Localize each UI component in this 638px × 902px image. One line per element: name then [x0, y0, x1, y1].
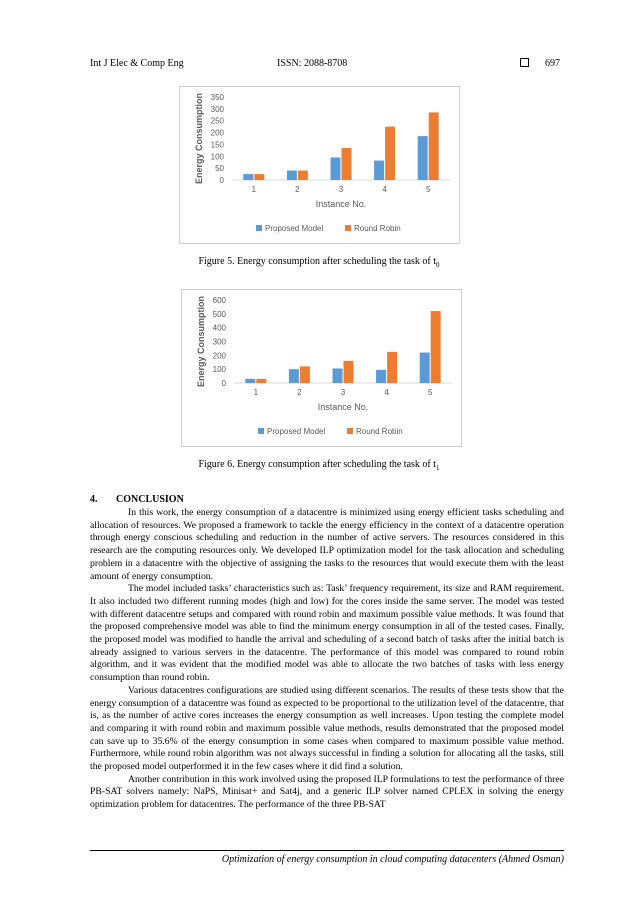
bar-round-robin [298, 171, 308, 180]
running-footer: Optimization of energy consumption in cloud computing datacenters (Ahmed Osman) [221, 854, 564, 865]
x-tick-label: 3 [338, 185, 344, 194]
bar-proposed-model [418, 136, 428, 180]
issn: ISSN: 2088-8708 [277, 58, 348, 69]
bar-round-robin [387, 352, 397, 383]
bar-proposed-model [376, 370, 386, 383]
square-bullet-icon [520, 58, 529, 67]
x-axis-label: Instance No. [317, 402, 369, 412]
bar-proposed-model [374, 161, 384, 180]
bar-proposed-model [333, 368, 343, 383]
figure-5-caption: Figure 5. Energy consumption after scheduling the task of $t_0$ [198, 256, 440, 269]
bar-proposed-model [245, 379, 255, 383]
bar-round-robin [385, 127, 395, 180]
y-tick-label: 300 [212, 337, 226, 347]
x-axis-label: Instance No. [315, 199, 367, 209]
y-tick-label: 0 [219, 176, 224, 185]
y-axis-label: Energy Consumption [196, 295, 206, 388]
figure-5-svg [180, 87, 459, 243]
y-tick-label: 600 [212, 296, 226, 305]
legend-swatch [345, 225, 351, 231]
bar-proposed-model [331, 157, 341, 180]
bar-round-robin [429, 112, 439, 180]
legend-swatch [347, 428, 353, 434]
section-heading [90, 494, 184, 505]
figure-6-caption: Figure 6. Energy consumption after scheduling the task of $t_1$ [198, 459, 440, 472]
y-tick-label: 350 [210, 93, 224, 102]
legend-swatch [258, 428, 264, 434]
figure-6-chart [181, 289, 462, 447]
paragraph: Various datacentres configurations are studied using different scenarios. The results of these tests show that the energy consumption of a datacentre was found as expected to be proportional to the utilization level of the datacentre, that is, as the number of active cores increases the energy consumption as well increases. Upon testing the complete model and comparing it with round robin and maximum possible value methods, results demonstrated that the proposed model can save up to 35.6% of the energy consumption in some cases when compared to maximum possible value method. Furthermore, while round robin algorithm was not always successful in finding a solution for allocating all the tasks, still the proposed model outperformed it in the few cases where it did find a solution. [90, 684, 564, 773]
y-axis-label: Energy Consumption [194, 92, 204, 185]
figure-5-chart [179, 86, 460, 244]
legend-swatch [256, 225, 262, 231]
x-tick-label: 2 [295, 185, 300, 194]
bar-proposed-model [243, 174, 253, 180]
x-tick-label: 4 [382, 185, 387, 194]
y-tick-label: 0 [221, 379, 226, 388]
x-tick-label: 1 [253, 388, 259, 397]
bar-round-robin [431, 311, 441, 383]
paragraph: Another contribution in this work involved using the proposed ILP formulations to test the performance of three PB-SAT solvers namely: NaPS, Minisat+ and Sat4j, and a generic ILP solver named CPLEX in solving the energy optimization problem for datacentres. The performance of the three PB-SAT [90, 773, 564, 811]
legend-label: Round Robin [356, 427, 403, 436]
y-tick-label: 200 [210, 128, 224, 138]
bar-round-robin [254, 174, 264, 180]
bar-round-robin [300, 366, 310, 383]
legend-label: Round Robin [354, 224, 401, 233]
y-tick-label: 400 [212, 323, 226, 333]
y-tick-label: 200 [212, 351, 226, 361]
section-title: CONCLUSION [116, 494, 184, 505]
figure-6-svg [182, 290, 461, 446]
x-tick-label: 3 [340, 388, 346, 397]
conclusion-body [90, 507, 564, 812]
bar-proposed-model [287, 171, 297, 180]
journal-name: Int J Elec & Comp Eng [90, 58, 184, 69]
x-tick-label: 2 [297, 388, 302, 397]
bar-round-robin [256, 379, 266, 383]
y-tick-label: 250 [210, 116, 224, 126]
legend-label: Proposed Model [267, 427, 326, 436]
y-tick-label: 50 [215, 164, 224, 174]
bar-proposed-model [289, 369, 299, 383]
x-tick-label: 5 [425, 185, 431, 194]
paragraph: The model included tasks’ characteristics such as: Task’ frequency requirement, its size and RAM requirement. It also included two different running modes (high and low) for the cores inside the same server. The model was tested with different datacentre setups and compared with round robin and maximum possible value methods. It was found that the proposed comprehensive model was able to find the minimum energy consumption in all of the tested cases. Finally, the proposed model was modified to handle the arrival and scheduling of a second batch of tasks after the initial batch is already assigned to various servers in the datacentre. The performance of this model was compared to round robin algorithm, and it was evident that the modified model was able to allocate the two batches of tasks with less energy consumption than round robin. [90, 583, 564, 684]
page-number: 697 [545, 58, 560, 69]
running-header [90, 58, 560, 72]
bar-proposed-model [420, 353, 430, 383]
y-tick-label: 150 [210, 140, 224, 150]
y-tick-label: 100 [210, 152, 224, 162]
y-tick-label: 500 [212, 309, 226, 319]
section-number: 4. [90, 494, 98, 505]
bar-round-robin [344, 361, 354, 383]
x-tick-label: 1 [251, 185, 257, 194]
footer-rule [90, 850, 564, 851]
x-tick-label: 5 [427, 388, 433, 397]
legend-label: Proposed Model [265, 224, 324, 233]
y-tick-label: 300 [210, 104, 224, 114]
bar-round-robin [342, 148, 352, 180]
y-tick-label: 100 [212, 365, 226, 375]
paragraph: In this work, the energy consumption of a datacentre is minimized using energy efficient tasks scheduling and allocation of resources. We proposed a framework to tackle the energy efficiency in the context of a datacentre operation through energy conscious scheduling and reduction in the number of active servers. The resources considered in this research are the computing resources only. We developed ILP optimization model for the task allocation and scheduling problem in a datacentre with the objective of assigning the tasks to the resources that would execute them with the least amount of energy consumption. [90, 507, 564, 582]
x-tick-label: 4 [384, 388, 389, 397]
